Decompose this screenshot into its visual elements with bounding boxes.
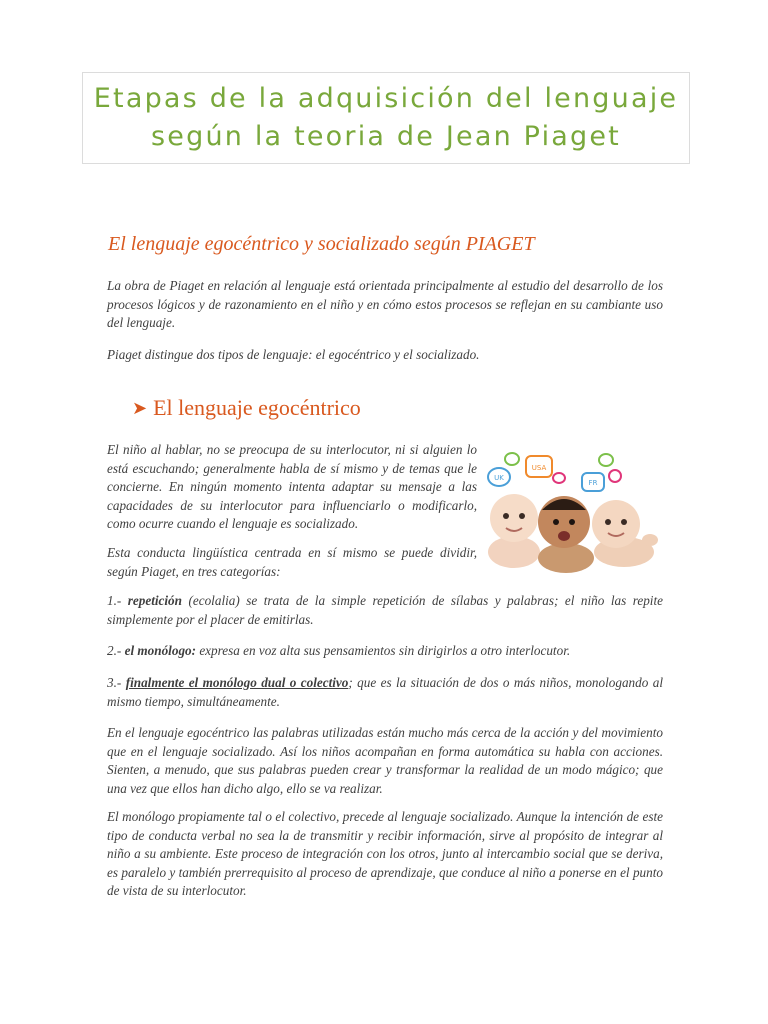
category-1-term: repetición <box>127 593 182 608</box>
distinction-paragraph: Piaget distingue dos tipos de lenguaje: el egocéntrico y el socializado. <box>107 347 480 362</box>
section-heading: El lenguaje egocéntrico y socializado según PIAGET <box>108 233 535 255</box>
category-1-repetition <box>107 592 663 629</box>
bubble-fr-label: FR <box>588 479 598 487</box>
baby-2 <box>538 496 594 573</box>
baby-1 <box>488 494 540 568</box>
category-2-number: 2.- <box>107 643 125 658</box>
paragraph-child-speech: El niño al hablar, no se preocupa de su interlocutor, ni si alguien lo está escuchando; generalmente habla de sí mismo y de temas que le concierne. En ningún momento intenta adaptar su mensaje a las capacidades de su interlocutor para influenciarlo o modificarlo, como ocurre cuando el lenguaje es socializado. <box>107 442 477 531</box>
category-3-number: 3.- <box>107 675 126 690</box>
category-2-monologue <box>107 642 663 661</box>
paragraph-conduct: Esta conducta lingüística centrada en sí mismo se puede dividir, según Piaget, en tres categorías: <box>107 545 477 579</box>
category-3-term: finalmente el monólogo dual o colectivo <box>125 675 349 690</box>
bubble-small-2 <box>553 473 565 483</box>
category-2-term: el monólogo: <box>124 643 197 658</box>
bubble-small-3 <box>599 454 613 466</box>
bubble-usa <box>526 456 552 477</box>
document-title-line-2: según la teoria de Jean Piaget <box>151 121 621 152</box>
arrow-bullet-icon: ➤ <box>132 397 148 418</box>
bubble-uk <box>488 468 510 486</box>
bubble-fr <box>582 473 604 491</box>
bubble-uk-label: UK <box>494 474 504 482</box>
paragraph-monologue: El monólogo propiamente tal o el colectivo, precede al lenguaje socializado. Aunque la intención de este tipo de conducta verbal no sea la de transmitir y recibir información, sirve al propósito de integrar al niño a su ambiente. Este proceso de integración con los otros, junto al intercambio social que se deriva, es paralelo y también prerrequisito al proceso de aprendizaje, que conduce al niño a ponerse en el punto de vista de su interlocutor. <box>107 809 663 898</box>
bubble-small-4 <box>609 470 621 482</box>
subheading-label: El lenguaje egocéntrico <box>153 395 361 420</box>
baby-3 <box>592 500 658 567</box>
category-3-collective-monologue <box>107 674 663 711</box>
category-2-text: expresa en voz alta sus pensamientos sin dirigirlos a otro interlocutor. <box>196 643 571 658</box>
document-title-line-1: Etapas de la adquisición del lenguaje <box>93 83 679 114</box>
bubble-usa-label: USA <box>531 464 547 472</box>
subheading-egocentric <box>132 395 361 421</box>
paragraph-words-action: En el lenguaje egocéntrico las palabras utilizadas están mucho más cerca de la acción y del movimiento que en el lenguaje socializado. Así los niños acompañan en forma automática su habla con acciones. Sienten, a menudo, que sus palabras pueden crear y transformar la realidad de un modo mágico; que una vez que ellos han dicho algo, ello se va realizar. <box>107 725 663 796</box>
category-3-text: ; que es la situación de dos o más niños, monologando al mismo tiempo, simultáneamente. <box>107 675 663 709</box>
intro-paragraph: La obra de Piaget en relación al lenguaje está orientada principalmente al estudio del desarrollo de los procesos lógicos y de razonamiento en el niño y en cómo estos procesos se reflejan en su cambiante uso del lenguaje. <box>107 278 663 330</box>
bubble-small-1 <box>505 453 519 465</box>
category-1-text: (ecolalia) se trata de la simple repetición de sílabas y palabras; el niño las repite simplemente por el placer de emitirlas. <box>107 593 663 627</box>
document-title-box <box>82 72 690 164</box>
babies-speech-bubbles-image <box>484 448 660 574</box>
category-1-number: 1.- <box>107 593 128 608</box>
